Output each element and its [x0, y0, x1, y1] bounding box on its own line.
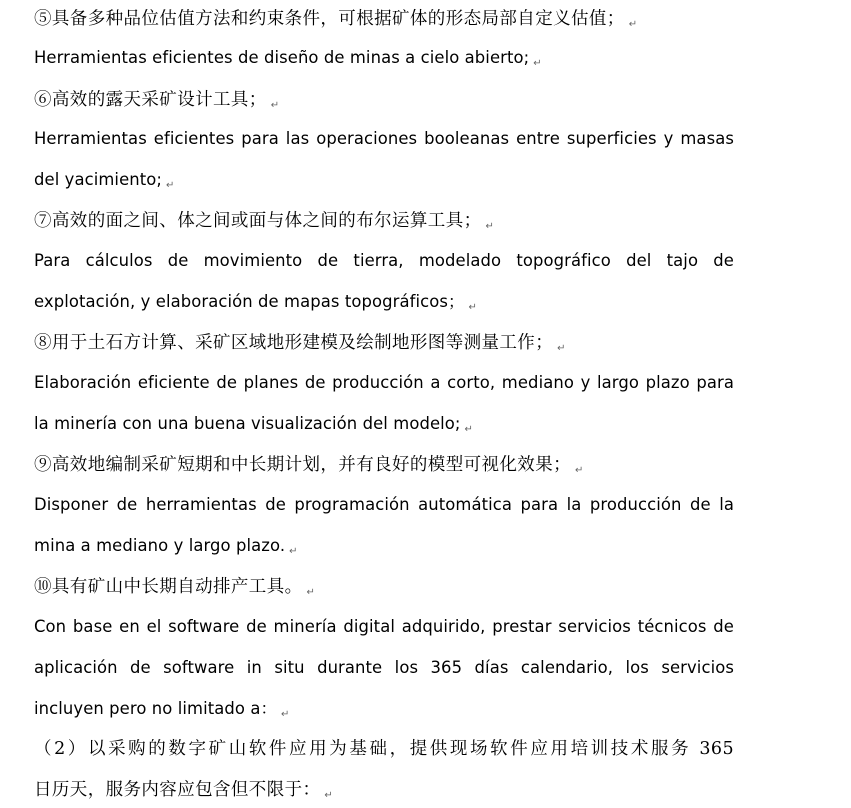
- text-line-item-8-es-2: [34, 412, 734, 436]
- paragraph-mark-icon: ↵: [281, 709, 290, 720]
- line-text: ⑤具备多种品位估值方法和约束条件，可根据矿体的形态局部自定义估值；: [34, 9, 625, 29]
- line-text: Herramientas eficientes de diseño de minas a cielo abierto;: [34, 48, 530, 67]
- paragraph-mark-icon: ↵: [324, 790, 334, 801]
- text-line-item-7-cn: [34, 209, 734, 233]
- line-text: incluyen pero no limitado a：: [34, 699, 277, 718]
- paragraph-mark-icon: ↵: [575, 465, 584, 476]
- paragraph-mark-icon: ↵: [464, 424, 474, 435]
- text-line-item-9-cn: [34, 453, 734, 477]
- line-text: explotación, y elaboración de mapas topográficos；: [34, 292, 465, 311]
- text-line-item-5-es: [34, 46, 734, 70]
- line-text: 日历天，服务内容应包含但不限于：: [34, 780, 321, 800]
- paragraph-mark-icon: ↵: [468, 302, 478, 313]
- line-text: ⑥高效的露天采矿设计工具；: [34, 90, 267, 110]
- text-line-item-10-cn: [34, 575, 734, 599]
- paragraph-mark-icon: ↵: [289, 546, 298, 557]
- paragraph-mark-icon: ↵: [485, 221, 495, 232]
- line-text: ⑨高效地编制采矿短期和中长期计划，并有良好的模型可视化效果；: [34, 455, 571, 475]
- text-line-item-7-es-2: [34, 290, 734, 314]
- text-line-services-es-1: Con base en el software de minería digital adquirido, prestar servicios técnicos de: [34, 617, 734, 636]
- text-line-item-9-es-2: [34, 534, 734, 558]
- line-text: ⑩具有矿山中长期自动排产工具。: [34, 577, 303, 597]
- text-line-item-8-cn: [34, 331, 734, 355]
- text-line-item-8-es-1: Elaboración eficiente de planes de producción a corto, mediano y largo plazo para: [34, 373, 734, 392]
- line-text: la minería con una buena visualización del modelo;: [34, 414, 461, 433]
- line-text: ⑧用于土石方计算、采矿区域地形建模及绘制地形图等测量工作；: [34, 333, 554, 353]
- text-line-item-6-es-2: [34, 168, 734, 192]
- text-line-services-cn-2: [34, 778, 734, 802]
- line-text: del yacimiento;: [34, 170, 163, 189]
- text-line-services-cn-1: （2）以采购的数字矿山软件应用为基础，提供现场软件应用培训技术服务 365: [34, 739, 734, 759]
- text-line-item-7-es-1: Para cálculos de movimiento de tierra, modelado topográfico del tajo de: [34, 251, 734, 270]
- line-text: mina a mediano y largo plazo.: [34, 536, 286, 555]
- text-line-item-6-cn: [34, 88, 734, 112]
- paragraph-mark-icon: ↵: [270, 100, 280, 111]
- text-line-item-5-cn: [34, 7, 734, 31]
- line-text: ⑦高效的面之间、体之间或面与体之间的布尔运算工具；: [34, 211, 482, 231]
- paragraph-mark-icon: ↵: [533, 58, 542, 69]
- text-line-item-9-es-1: Disponer de herramientas de programación automática para la producción de la: [34, 495, 734, 514]
- text-line-services-es-2: aplicación de software in situ durante los 365 días calendario, los servicios: [34, 658, 734, 677]
- paragraph-mark-icon: ↵: [166, 180, 175, 191]
- paragraph-mark-icon: ↵: [306, 587, 316, 598]
- paragraph-mark-icon: ↵: [557, 343, 566, 354]
- text-line-item-6-es-1: Herramientas eficientes para las operaciones booleanas entre superficies y masas: [34, 129, 734, 148]
- text-line-services-es-3: [34, 697, 734, 721]
- paragraph-mark-icon: ↵: [628, 19, 638, 30]
